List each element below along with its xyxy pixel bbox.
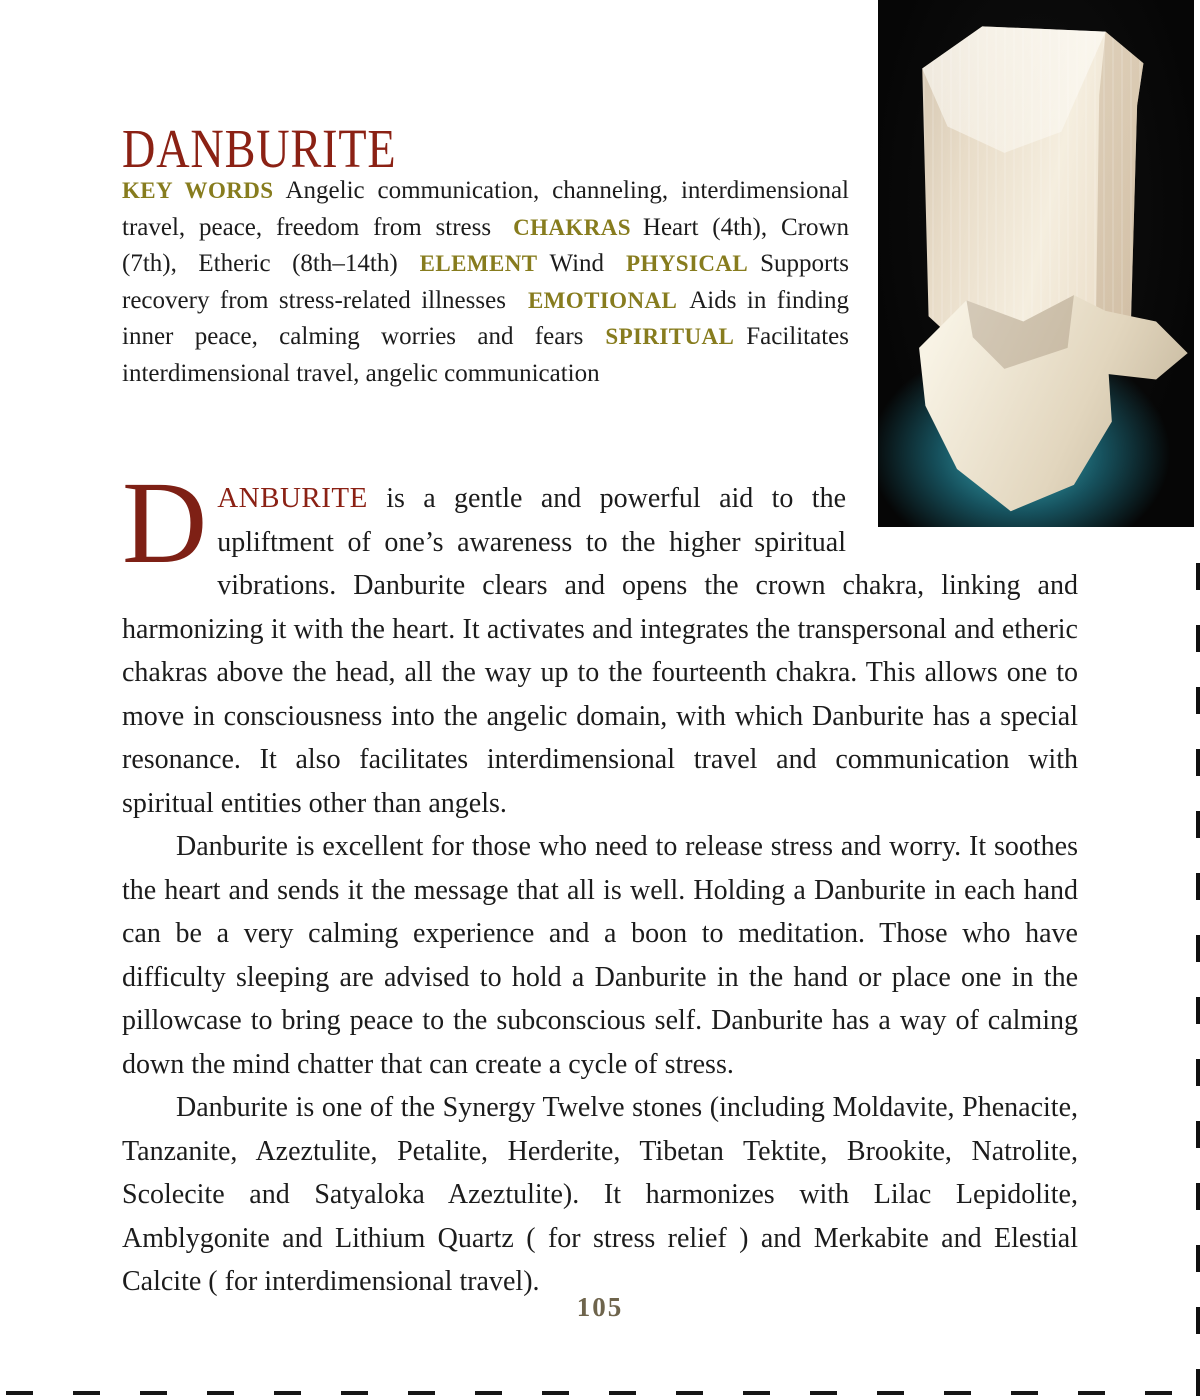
paragraph-1: [122, 457, 1078, 825]
dropcap-letter: D: [122, 457, 208, 588]
photo-wrap-spacer: [846, 477, 1078, 529]
label-chakras: CHAKRAS: [513, 214, 631, 240]
label-spiritual: SPIRITUAL: [605, 324, 735, 349]
chakras-text: Heart (4th), Crown (7th), Etheric (8th–14th): [122, 213, 850, 277]
paragraph-2: Danburite is excellent for those who need to release stress and worry. It soothes the heart and sends it the message that all is well. Holding a Danburite in each hand can be a very calming experience and a boon to meditation. Those who have difficulty sleeping are advised to hold a Danburite in the hand or place one in the pillowcase to bring peace to the subconscious self. Danburite has a way of calming down the mind chatter that can create a cycle of stress.: [122, 831, 1078, 1080]
paragraph-1-text: is a gentle and powerful aid to the upliftment of one’s awareness to the higher spiritual vibrations. Danburite clears and opens the crown chakra, linking and harmonizing it with the heart. It activates and integrates the transpersonal and etheric chakras above the head, all the way up to the fourteenth chakra. This allows one to move in consciousness into the angelic domain, with which Danburite has a special resonance. It also facilitates interdimensional travel and communication with spiritual entities other than angels.: [122, 483, 1078, 819]
lead-smallcaps: ANBURITE: [217, 482, 368, 514]
label-element: ELEMENT: [419, 251, 538, 276]
emotional-text: Aids in finding inner peace, calming worries and fears: [122, 286, 849, 350]
page-number: 105: [576, 1292, 624, 1322]
danburite-photo: [878, 0, 1194, 527]
label-key-words: KEY WORDS: [122, 178, 274, 203]
bottom-edge-dash-border: [6, 1391, 1200, 1395]
right-edge-tick-marks: [1196, 563, 1200, 1396]
body-text-column: [122, 457, 1078, 1304]
spiritual-text: Facilitates interdimensional travel, angelic communication: [122, 323, 849, 387]
keywords-paragraph: [122, 173, 849, 392]
paragraph-3: Danburite is one of the Synergy Twelve stones (including Moldavite, Phenacite, Tanzanite, Azeztulite, Petalite, Herderite, Tibetan Tektite, Brookite, Natrolite, Scolecite and Satyaloka Azeztulite). It harmonizes with Lilac Lepidolite, Amblygonite and Lithium Quartz ( for stress relief ) and Merkabite and Elestial Calcite ( for interdimensional travel).: [122, 1092, 1078, 1297]
physical-text: Supports recovery from stress-related illnesses: [122, 250, 849, 314]
element-text: Wind: [549, 250, 605, 277]
label-physical: PHYSICAL: [626, 251, 749, 276]
keywords-text: Angelic communication, channeling, interdimensional travel, peace, freedom from stress: [122, 177, 849, 241]
label-emotional: EMOTIONAL: [527, 287, 678, 313]
page-title: DANBURITE: [122, 117, 397, 179]
